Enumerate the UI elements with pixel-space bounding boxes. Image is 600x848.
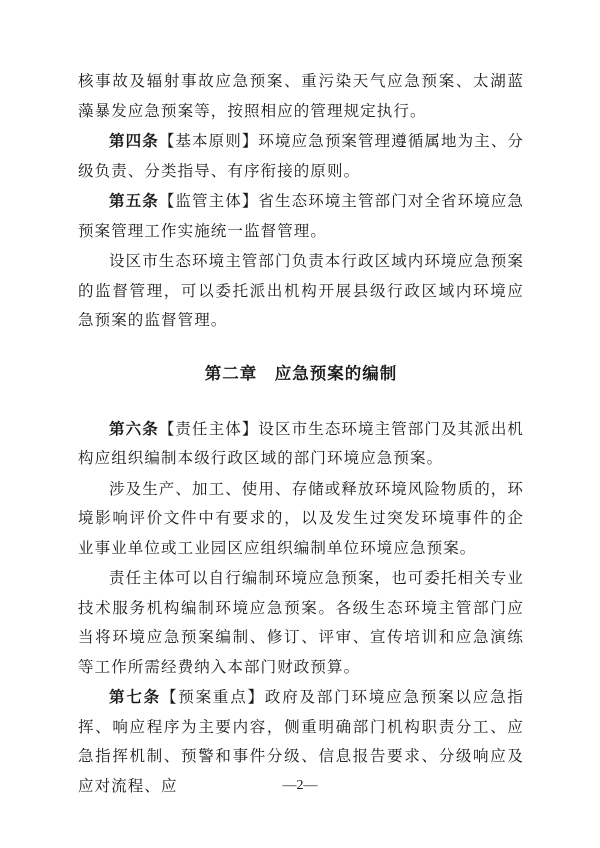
paragraph-text: 设区市生态环境主管部门负责本行政区域内环境应急预案的监督管理，可以委托派出机构开展县级行政区域内环境应急预案的监督管理。 (78, 252, 525, 329)
paragraph-text: 涉及生产、加工、使用、存储或释放环境风险物质的，环境影响评价文件中有要求的，以及发生过突发环境事件的企业事业单位或工业园区应组织编制单位环境应急预案。 (78, 479, 525, 557)
paragraph-text: 【基本原则】环境应急预案管理遵循属地为主、分级负责、分类指导、有序衔接的原则。 (78, 132, 525, 180)
paragraph (78, 563, 524, 682)
paragraph-text: 责任主体可以自行编制环境应急预案，也可委托相关专业技术服务机构编制环境应急预案。各级生态环境主管部门应当将环境应急预案编制、修订、评审、宣传培训和应急演练等工作所需经费纳入本部门财政预算。 (78, 569, 525, 676)
paragraph (78, 414, 524, 474)
chapter-title: 第二章 应急预案的编制 (204, 363, 398, 383)
paragraph-text: 【预案重点】政府及部门环境应急预案以应急指挥、响应程序为主要内容，侧重明确部门机构职责分工、应急指挥机制、预警和事件分级、信息报告要求、分级响应及应对流程、应 (78, 688, 524, 795)
paragraphs-after (78, 414, 524, 802)
paragraph-text: 【责任主体】设区市生态环境主管部门及其派出机构应组织编制本级行政区域的部门环境应急预案。 (78, 419, 525, 467)
paragraph (78, 474, 524, 564)
document-body (78, 66, 524, 801)
article-number: 第七条 (109, 687, 161, 706)
paragraph (78, 186, 524, 246)
paragraph (78, 246, 524, 336)
paragraph-text: 【监管主体】省生态环境主管部门对全省环境应急预案管理工作实施统一监督管理。 (78, 192, 525, 240)
article-number: 第五条 (109, 191, 159, 210)
paragraph (78, 66, 524, 126)
paragraphs-before (78, 66, 524, 336)
article-number: 第六条 (109, 418, 159, 438)
paragraph-text: 核事故及辐射事故应急预案、重污染天气应急预案、太湖蓝藻暴发应急预案等，按照相应的管理规定执行。 (78, 72, 524, 120)
article-number: 第四条 (109, 131, 159, 150)
paragraph (78, 126, 524, 186)
page-number: —2— (282, 778, 318, 793)
